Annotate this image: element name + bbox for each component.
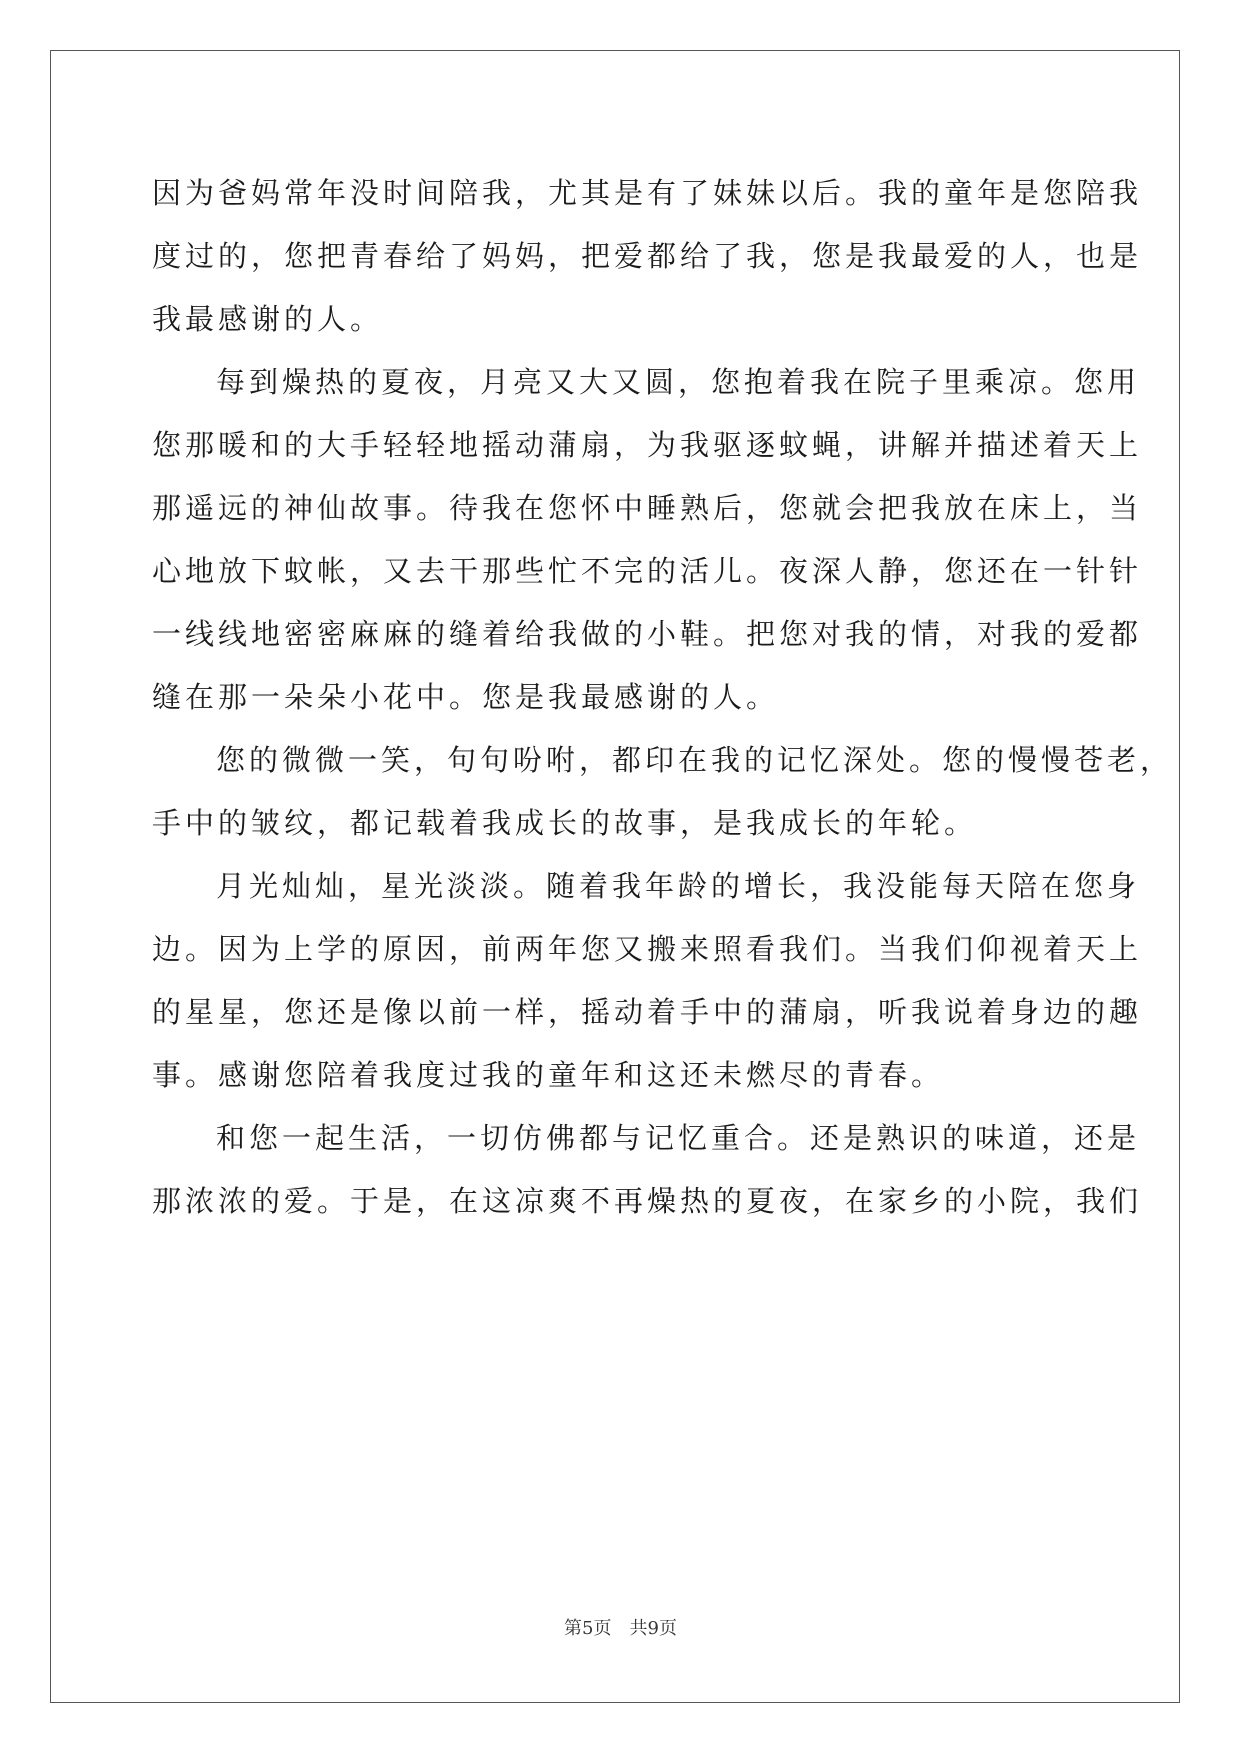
text-line: 边。因为上学的原因，前两年您又搬来照看我们。当我们仰视着天上: [152, 932, 1143, 966]
text-line: 那遥远的神仙故事。待我在您怀中睡熟后，您就会把我放在床上，当: [152, 491, 1143, 525]
text-line: 和您一起生活，一切仿佛都与记忆重合。还是熟识的味道，还是: [216, 1121, 1141, 1155]
text-line: 一线线地密密麻麻的缝着给我做的小鞋。把您对我的情，对我的爱都: [152, 617, 1143, 651]
text-line: 每到燥热的夏夜，月亮又大又圆，您抱着我在院子里乘凉。您用: [216, 365, 1141, 399]
text-line: 那浓浓的爱。于是，在这凉爽不再燥热的夏夜，在家乡的小院，我们: [152, 1184, 1143, 1218]
text-line: 您的微微一笑，句句吩咐，都印在我的记忆深处。您的慢慢苍老，: [216, 743, 1174, 777]
text-line: 手中的皱纹，都记载着我成长的故事，是我成长的年轮。: [152, 806, 978, 840]
text-line: 度过的，您把青春给了妈妈，把爱都给了我，您是我最爱的人，也是: [152, 239, 1143, 273]
text-line: 因为爸妈常年没时间陪我，尤其是有了妹妹以后。我的童年是您陪我: [152, 176, 1143, 210]
page-footer: [0, 1614, 1241, 1640]
text-line: 我最感谢的人。: [152, 302, 384, 336]
text-line: 您那暖和的大手轻轻地摇动蒲扇，为我驱逐蚊蝇，讲解并描述着天上: [152, 428, 1143, 462]
page-total: 共9页: [629, 1618, 677, 1639]
document-body: [152, 162, 1174, 1233]
page-number: 第5页: [564, 1618, 612, 1639]
text-line: 事。感谢您陪着我度过我的童年和这还未燃尽的青春。: [152, 1058, 945, 1092]
text-line: 缝在那一朵朵小花中。您是我最感谢的人。: [152, 680, 780, 714]
text-line: 心地放下蚊帐，又去干那些忙不完的活儿。夜深人静，您还在一针针: [152, 554, 1143, 588]
text-line: 的星星，您还是像以前一样，摇动着手中的蒲扇，听我说着身边的趣: [152, 995, 1143, 1029]
text-line: 月光灿灿，星光淡淡。随着我年龄的增长，我没能每天陪在您身: [216, 869, 1141, 903]
